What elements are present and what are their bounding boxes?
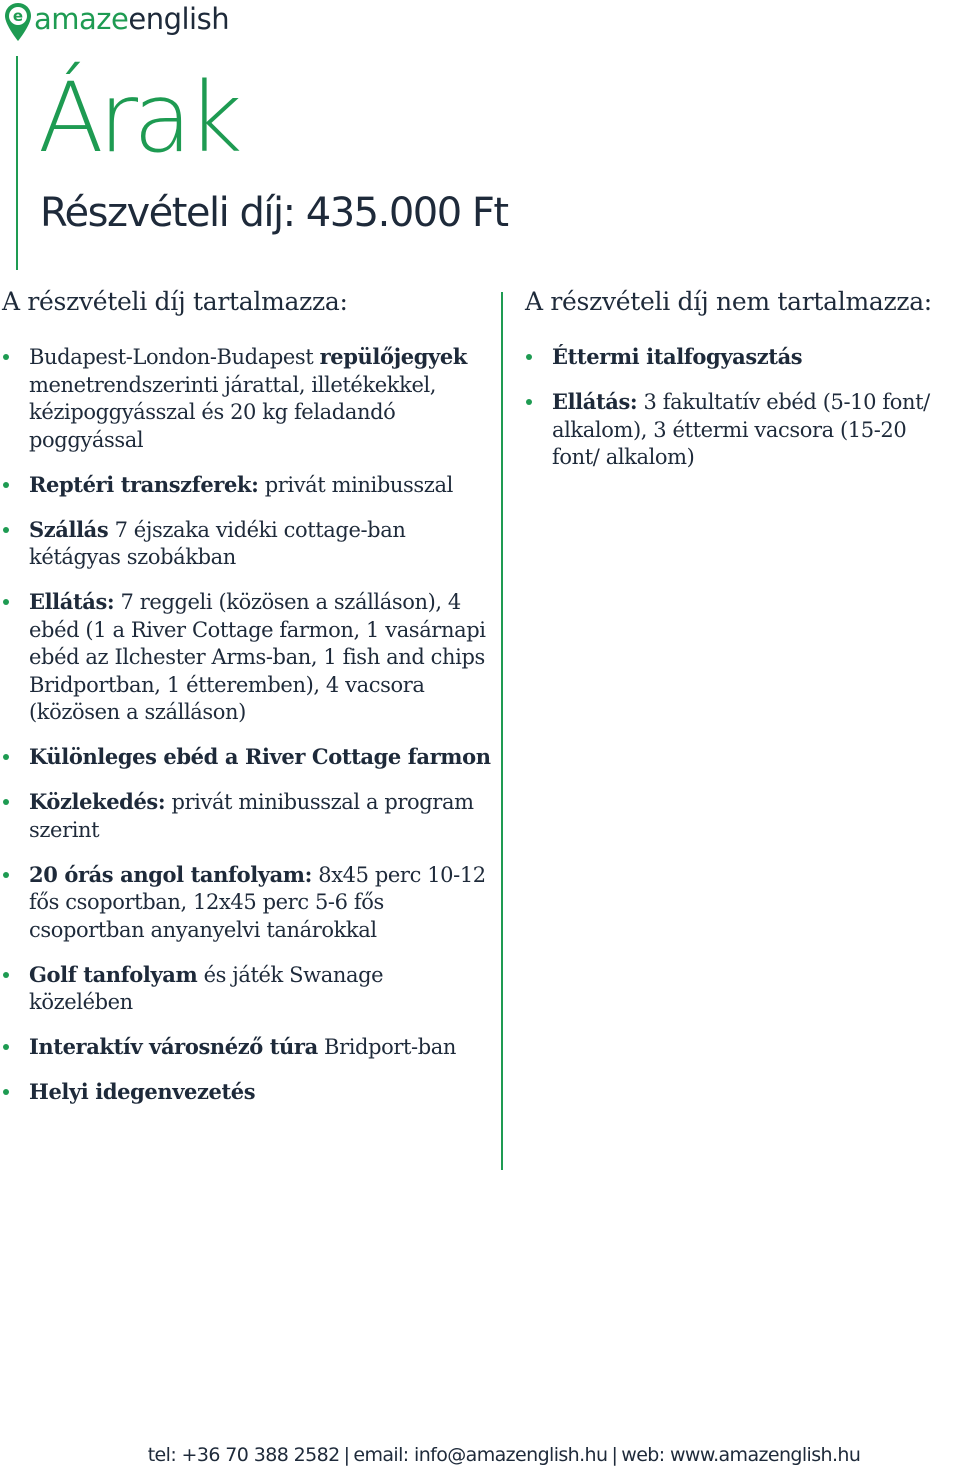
list-item-text-a: 8x45 perc 10-12 fős csoportban, 12x45 perc 5-6 fős csoportban anyanyelvi tanárokkal [29,862,486,942]
list-item [525,343,957,372]
list-item-text-b: menetrendszerinti járattal, illetékekkel, kézipoggyásszal és 20 kg feladandó poggyással [29,372,437,452]
includes-section [2,284,492,1123]
logo-wordmark [34,2,229,36]
brand-logo [4,2,229,42]
list-item [525,388,957,472]
footer-separator: | [343,1444,350,1466]
logo-mark-letter: e [12,7,24,25]
list-item [2,471,492,500]
list-item-bold: Ellátás: [552,389,638,414]
page-title: Árak [38,62,238,174]
price-line: Részvételi díj: 435.000 Ft [40,190,508,236]
list-item-text-a: Budapest-London-Budapest [29,345,320,369]
list-item-text-a: és játék Swanage közelében [29,962,384,1014]
location-pin-e-icon [4,2,32,42]
list-item-bold2: repülőjegyek [319,344,467,369]
list-item-text-a: privát minibusszal a program szerint [29,790,474,842]
list-item-text-a: 7 reggeli (közösen a szálláson), 4 ebéd (1 a River Cottage farmon, 1 vasárnapi ebéd az Ilchester Arms-ban, 1 fish and chips Bridportban, 1 étteremben), 4 vacsora (közösen a szálláson) [29,590,486,724]
includes-heading: A részvételi díj tartalmazza: [2,287,348,316]
footer-web: web: www.amazenglish.hu [621,1444,861,1466]
footer-phone: tel: +36 70 388 2582 [147,1444,340,1466]
excludes-section [525,284,957,488]
list-item-text-a: 3 fakultatív ebéd (5-10 font/ alkalom), 3 éttermi vacsora (15-20 font/ alkalom) [552,390,930,469]
list-item-bold: Reptéri transzferek: [29,471,259,497]
list-item-bold: Golf tanfolyam [29,961,198,987]
list-item-bold: 20 órás angol tanfolyam: [29,861,312,887]
list-item [2,861,492,945]
logo-wordmark-rest: english [128,2,230,36]
list-item-bold: Közlekedés: [29,789,166,814]
list-item-bold: Különleges ebéd a River Cottage farmon [29,744,491,769]
excludes-list [525,343,957,472]
list-item-bold: Helyi idegenvezetés [29,1079,256,1104]
list-item [2,1033,492,1062]
column-divider-line [501,292,503,1170]
footer-separator: | [611,1444,618,1466]
footer-email: email: info@amazenglish.hu [353,1444,608,1466]
list-item-bold: Interaktív városnéző túra [29,1034,318,1059]
list-item [2,788,492,844]
list-item [2,743,492,772]
excludes-heading: A részvételi díj nem tartalmazza: [525,287,932,316]
list-item-text-a: 7 éjszaka vidéki cottage-ban kétágyas szobákban [29,517,406,569]
title-accent-line [16,56,18,270]
list-item [2,516,492,572]
list-item-bold: Szállás [29,516,109,542]
logo-wordmark-accent: amaze [34,2,129,36]
list-item-text-a: privát minibusszal [258,472,453,497]
includes-list [2,343,492,1107]
list-item [2,588,492,727]
list-item [2,961,492,1017]
list-item-text-a: Bridport-ban [317,1035,457,1059]
list-item-bold: Ellátás: [29,589,115,614]
list-item [2,1078,492,1107]
list-item-bold: Éttermi italfogyasztás [552,344,803,369]
list-item [2,343,492,454]
contact-footer [0,1440,960,1470]
